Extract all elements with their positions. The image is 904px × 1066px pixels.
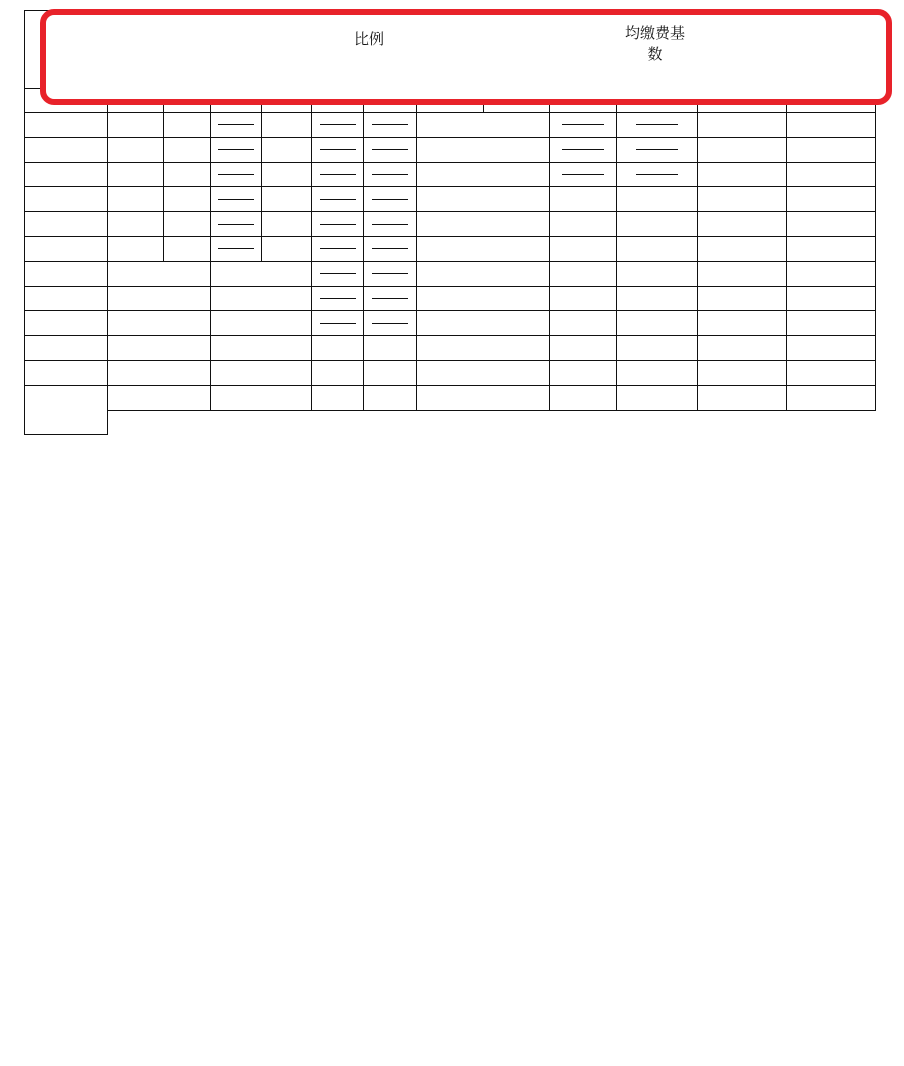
table-cell <box>211 360 312 385</box>
table-row <box>25 286 876 311</box>
dash-cell-value <box>562 149 604 150</box>
table-cell <box>550 286 617 311</box>
table-cell <box>417 311 550 336</box>
table-cell <box>312 261 364 286</box>
table-cell <box>364 286 417 311</box>
table-row <box>25 113 876 138</box>
table-cell <box>417 212 550 237</box>
table-cell <box>364 385 417 410</box>
dash-cell-value <box>320 298 356 299</box>
table-cell <box>698 212 787 237</box>
table-cell <box>312 336 364 361</box>
table-row <box>25 261 876 286</box>
dash-cell-value <box>636 174 678 175</box>
table-cell <box>211 385 312 410</box>
table-cell <box>164 236 211 261</box>
table-cell <box>364 360 417 385</box>
dash-cell-value <box>372 199 408 200</box>
hl-account-ratio-line2: 比例 <box>353 30 384 48</box>
table-cell <box>787 187 876 212</box>
table-cell <box>787 286 876 311</box>
dash-cell-value <box>320 323 356 324</box>
table-cell <box>211 212 262 237</box>
table-cell <box>364 336 417 361</box>
year-cell <box>25 286 108 311</box>
table-cell <box>550 385 617 410</box>
table-row <box>25 236 876 261</box>
table-cell <box>364 113 417 138</box>
table-cell <box>698 385 787 410</box>
dash-cell-value <box>372 149 408 150</box>
table-cell <box>164 212 211 237</box>
table-cell <box>698 187 787 212</box>
table-cell <box>617 311 698 336</box>
table-cell <box>617 286 698 311</box>
table-cell <box>312 212 364 237</box>
dash-cell-value <box>218 124 254 125</box>
table-cell <box>698 336 787 361</box>
dash-cell-value <box>218 149 254 150</box>
table-cell <box>617 162 698 187</box>
year-cell <box>25 385 108 435</box>
table-cell <box>787 261 876 286</box>
dash-cell-value <box>562 174 604 175</box>
table-cell <box>312 113 364 138</box>
table-cell <box>211 336 312 361</box>
table-cell <box>417 187 550 212</box>
dash-cell-value <box>372 224 408 225</box>
table-cell <box>108 187 164 212</box>
dash-cell-value <box>218 248 254 249</box>
table-cell <box>211 286 312 311</box>
table-cell <box>312 187 364 212</box>
table-cell <box>262 113 312 138</box>
dash-cell-value <box>218 224 254 225</box>
dash-cell-value <box>372 323 408 324</box>
table-cell <box>698 236 787 261</box>
table-cell <box>787 360 876 385</box>
table-cell <box>787 385 876 410</box>
table-cell <box>698 311 787 336</box>
table-cell <box>550 137 617 162</box>
table-cell <box>262 137 312 162</box>
table-cell <box>312 137 364 162</box>
table-cell <box>417 236 550 261</box>
dash-cell-value <box>320 224 356 225</box>
hl-monthly-avg-base: 均缴费基 数 <box>624 24 685 63</box>
dash-cell-value <box>372 248 408 249</box>
table-cell <box>262 187 312 212</box>
dash-cell-value <box>320 124 356 125</box>
table-cell <box>787 162 876 187</box>
table-cell <box>364 187 417 212</box>
dash-cell-value <box>320 199 356 200</box>
dash-cell-value <box>320 248 356 249</box>
table-cell <box>108 236 164 261</box>
table-cell <box>164 137 211 162</box>
table-cell <box>698 113 787 138</box>
year-cell <box>25 261 108 286</box>
table-cell <box>312 236 364 261</box>
dash-cell-value <box>372 124 408 125</box>
table-cell <box>364 311 417 336</box>
table-cell <box>617 385 698 410</box>
table-cell <box>312 360 364 385</box>
table-cell <box>550 360 617 385</box>
table-cell <box>262 236 312 261</box>
table-cell <box>417 360 550 385</box>
table-row <box>25 212 876 237</box>
table-cell <box>617 113 698 138</box>
table-cell <box>364 261 417 286</box>
table-cell <box>617 137 698 162</box>
table-cell <box>312 162 364 187</box>
table-cell <box>787 113 876 138</box>
dash-cell-value <box>218 174 254 175</box>
table-cell <box>108 385 211 410</box>
table-cell <box>617 187 698 212</box>
dash-cell-value <box>218 199 254 200</box>
table-cell <box>617 236 698 261</box>
table-cell <box>698 286 787 311</box>
table-cell <box>211 311 312 336</box>
dash-cell-value <box>562 124 604 125</box>
table-row <box>25 162 876 187</box>
dash-cell-value <box>372 298 408 299</box>
table-cell <box>211 113 262 138</box>
table-cell <box>211 162 262 187</box>
table-cell <box>787 212 876 237</box>
table-cell <box>108 336 211 361</box>
table-cell <box>108 286 211 311</box>
year-cell <box>25 311 108 336</box>
table-cell <box>550 261 617 286</box>
year-cell <box>25 113 108 138</box>
table-cell <box>108 162 164 187</box>
table-cell <box>698 162 787 187</box>
table-cell <box>698 137 787 162</box>
dash-cell-value <box>636 124 678 125</box>
table-cell <box>211 261 312 286</box>
dash-cell-value <box>320 174 356 175</box>
table-cell <box>312 385 364 410</box>
table-cell <box>211 187 262 212</box>
table-cell <box>108 113 164 138</box>
table-cell <box>417 385 550 410</box>
table-cell <box>698 261 787 286</box>
table-cell <box>108 212 164 237</box>
table-cell <box>108 137 164 162</box>
year-cell <box>25 187 108 212</box>
table-cell <box>262 162 312 187</box>
table-cell <box>550 162 617 187</box>
table-cell <box>417 137 550 162</box>
dash-cell-value <box>320 273 356 274</box>
dash-cell-value <box>320 149 356 150</box>
table-cell <box>108 311 211 336</box>
table-row <box>25 385 876 410</box>
table-cell <box>164 113 211 138</box>
table-cell <box>787 137 876 162</box>
table-row <box>25 187 876 212</box>
table-cell <box>364 162 417 187</box>
table-cell <box>108 360 211 385</box>
table-cell <box>550 311 617 336</box>
table-cell <box>108 261 211 286</box>
year-cell <box>25 360 108 385</box>
table-row <box>25 410 876 435</box>
table-cell <box>417 286 550 311</box>
table-cell <box>550 187 617 212</box>
table-row <box>25 311 876 336</box>
table-cell <box>211 236 262 261</box>
table-row <box>25 137 876 162</box>
table-cell <box>787 311 876 336</box>
year-cell <box>25 137 108 162</box>
table-row <box>25 336 876 361</box>
table-cell <box>364 137 417 162</box>
year-cell <box>25 162 108 187</box>
header-highlight-box <box>40 9 892 105</box>
table-cell <box>550 336 617 361</box>
year-cell <box>25 336 108 361</box>
table-cell <box>550 113 617 138</box>
table-cell <box>364 236 417 261</box>
dash-cell-value <box>372 174 408 175</box>
table-cell <box>550 212 617 237</box>
table-cell <box>417 261 550 286</box>
table-cell <box>617 336 698 361</box>
table-cell <box>312 311 364 336</box>
year-cell <box>25 236 108 261</box>
table-cell <box>417 336 550 361</box>
table-cell <box>617 212 698 237</box>
table-cell <box>617 360 698 385</box>
table-cell <box>417 162 550 187</box>
table-cell <box>262 212 312 237</box>
table-cell <box>364 212 417 237</box>
table-cell <box>417 113 550 138</box>
year-cell <box>25 212 108 237</box>
table-cell <box>787 336 876 361</box>
table-cell <box>787 236 876 261</box>
dash-cell-value <box>372 273 408 274</box>
table-cell <box>164 162 211 187</box>
table-cell <box>164 187 211 212</box>
table-cell <box>211 137 262 162</box>
dash-cell-value <box>636 149 678 150</box>
table-cell <box>550 236 617 261</box>
table-cell <box>617 261 698 286</box>
table-row <box>25 360 876 385</box>
table-cell <box>312 286 364 311</box>
table-cell <box>698 360 787 385</box>
